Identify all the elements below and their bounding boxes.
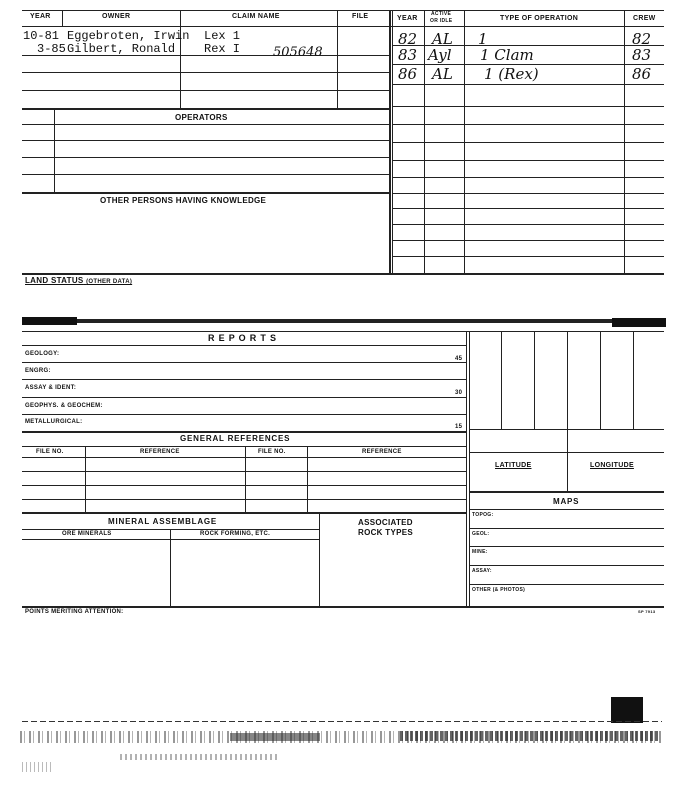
associated-line1: ASSOCIATED bbox=[358, 518, 413, 527]
map-topog: TOPOG: bbox=[472, 512, 494, 518]
row1-year: 10-81 bbox=[23, 29, 60, 43]
header-activity-year: YEAR bbox=[397, 15, 418, 22]
maps-title: MAPS bbox=[553, 497, 580, 506]
scan-bar bbox=[22, 319, 664, 323]
row2-claim: Rex I bbox=[204, 42, 241, 56]
header-file: FILE bbox=[352, 13, 369, 20]
report-assay: ASSAY & IDENT: bbox=[25, 385, 77, 391]
report-geology-num: 45 bbox=[455, 356, 463, 362]
activity-row2-active: Ayl bbox=[428, 46, 452, 64]
ref-file-no-1: FILE NO. bbox=[36, 449, 64, 455]
header-claim-name: CLAIM NAME bbox=[232, 13, 280, 20]
map-other: OTHER (& PHOTOS) bbox=[472, 587, 526, 593]
mineral-assemblage-title: MINERAL ASSEMBLAGE bbox=[108, 517, 218, 526]
report-geology: GEOLOGY: bbox=[25, 351, 60, 357]
row2-owner: Gilbert, Ronald bbox=[67, 42, 176, 56]
reports-title: R E P O R T S bbox=[208, 333, 277, 343]
report-metallurgical: METALLURGICAL: bbox=[25, 419, 83, 425]
report-assay-num: 30 bbox=[455, 390, 463, 396]
land-status-label: LAND STATUS bbox=[25, 276, 84, 285]
activity-row3-year: 86 bbox=[398, 65, 418, 83]
longitude-label: LONGITUDE bbox=[590, 462, 634, 469]
ref-reference-1: REFERENCE bbox=[140, 449, 180, 455]
report-geophys: GEOPHYS. & GEOCHEM: bbox=[25, 403, 103, 409]
activity-row3-crew: 86 bbox=[632, 65, 652, 83]
activity-row2-crew: 83 bbox=[632, 46, 652, 64]
report-metallurgical-num: 15 bbox=[455, 424, 463, 430]
activity-row1-active: AL bbox=[432, 30, 453, 48]
activity-row2-year: 83 bbox=[398, 46, 418, 64]
header-active-line1: ACTIVE bbox=[431, 11, 452, 17]
operators-label: OPERATORS bbox=[175, 113, 228, 122]
map-mine: MINE: bbox=[472, 549, 488, 555]
header-owner: OWNER bbox=[102, 13, 131, 20]
activity-row3-type: 1 (Rex) bbox=[484, 65, 539, 83]
activity-row2-type: 1 Clam bbox=[480, 46, 534, 64]
map-assay: ASSAY: bbox=[472, 568, 492, 574]
land-status-sub: (OTHER DATA) bbox=[86, 279, 133, 285]
header-crew: CREW bbox=[633, 15, 656, 22]
row1-owner: Eggebroten, Irwin bbox=[67, 29, 190, 43]
ref-reference-2: REFERENCE bbox=[362, 449, 402, 455]
handwritten-number: 505648 bbox=[273, 45, 323, 60]
ore-minerals-label: ORE MINERALS bbox=[62, 531, 112, 537]
form-number: SP 7913 bbox=[638, 609, 656, 614]
points-meriting-attention: POINTS MERITING ATTENTION: bbox=[25, 609, 124, 615]
associated-line2: ROCK TYPES bbox=[358, 528, 414, 537]
report-engrg: ENGRG: bbox=[25, 368, 51, 374]
ref-file-no-2: FILE NO. bbox=[258, 449, 286, 455]
header-year: YEAR bbox=[30, 13, 51, 20]
map-geol: GEOL: bbox=[472, 531, 490, 537]
header-type-of-operation: TYPE OF OPERATION bbox=[500, 15, 579, 22]
scan-bar-right bbox=[612, 318, 666, 327]
latitude-label: LATITUDE bbox=[495, 462, 532, 469]
general-references-title: GENERAL REFERENCES bbox=[180, 434, 291, 443]
other-persons-label: OTHER PERSONS HAVING KNOWLEDGE bbox=[100, 196, 267, 205]
activity-row1-type: 1 bbox=[478, 30, 488, 48]
row2-year: 3-85 bbox=[37, 42, 66, 56]
activity-row1-crew: 82 bbox=[632, 30, 652, 48]
header-active-line2: OR IDLE bbox=[430, 18, 453, 24]
rock-forming-label: ROCK FORMING, ETC. bbox=[200, 531, 271, 537]
activity-row3-active: AL bbox=[432, 65, 453, 83]
row1-claim: Lex 1 bbox=[204, 29, 241, 43]
activity-row1-year: 82 bbox=[398, 30, 418, 48]
scan-bar-left bbox=[22, 317, 77, 325]
